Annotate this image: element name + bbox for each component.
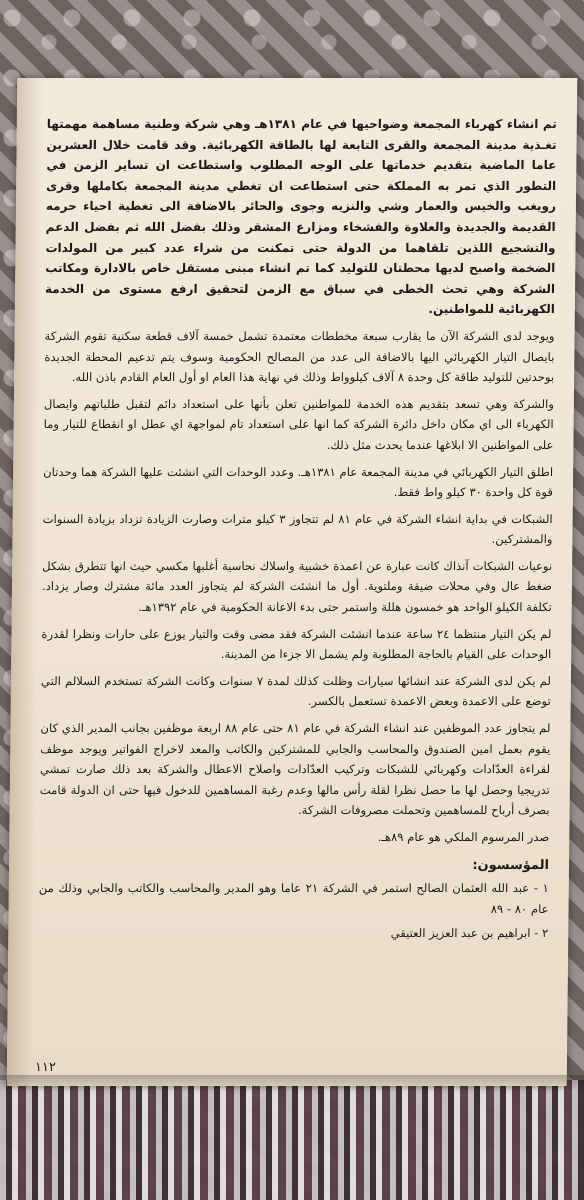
paragraph-intro: تم انشاء كهرباء المجمعة وضواحيها في عام ١٣٨١هـ وهي شركة وطنية مساهمة مهمتها تغـذية مدينة المجمعة والقرى التابعة لها بالطاقة الكهربائية. وقد قامت خلال العشرين عاما الماضية بتقديم خدماتها على الوجه المطلوب واستطاعت ان تساير الزمن في التطور الذي تمر به المملكة حتى استطاعت ان تغطي مدينة المجمعة بكاملها وقرى رويغب والخيس والعمار وشي والنزيه وجوى والحائر بالاضافة الى تغطية احياء حرمه القديمة والجديدة والعلاوة والفشخاء ومزارع المشقر وذلك بفضل الله ثم بفضل الدعم والتشجيع اللذين تلقاهما من الدولة حتى تمكنت من شراء عدد كبير من المولدات الضخمة واصبح لديها محطتان للتوليد كما تم انشاء مبنى مستقل خاص بالادارة ومكاتب الشركة وهي تحث الخطى في سباق مع الزمن لتحقيق ارفع مستوى من الخدمة الكهربائية للمواطنين.: [44, 117, 557, 317]
paragraph-decree: صدر المرسوم الملكي هو عام ٨٩هـ.: [377, 830, 550, 844]
founder-item: ٢ - ابراهيم بن عبد العزيز العتيقي: [390, 926, 549, 941]
paragraph-plans: ويوجد لدى الشركة الآن ما يقارب سبعة مخططات معتمدة تشمل خمسة آلاف قطعة سكنية تقوم الشركة بايصال التيار الكهربائي اليها بالاضافة الى عدد من المصالح الحكومية وسوف يتم تدعيم المحطة الجديدة بوحدتين للتوليد طاقة كل وحدة ٨ آلاف كيلوواط وذلك في نهاية هذا العام او أول العام القادم باذن الله.: [44, 328, 555, 385]
paragraph-staff: لم يتجاوز عدد الموظفين عند انشاء الشركة في عام ٨١ حتى عام ٨٨ اربعة موظفين بجانب المدير الذي كان يقوم بعمل امين الصندوق والمحاسب والجابي للمشتركين والكاتب والمعد لاخراج الفواتير ويوجد موظف لقراءة العدّادات وكهربائي للشبكات وتركيب العدّادات واصلاح الاعطال والشركة بعد ذلك صارت تمشي تدريجيا وحصل لها ما حصل نظرا لقلة رأس مالها وعدم رغبة المساهمين للدخول فيها حتى ان الدولة قامت بصرف أرباح للمساهمين وتحملت مصروفات الشركة.: [39, 721, 551, 818]
founder-item: ١ - عبد الله العثمان الصالح استمر في الشركة ٢١ عاما وهو المدير والمحاسب والكاتب والجابي وذلك من عام ٨٠ - ٨٩: [38, 881, 549, 916]
page-text: [38, 114, 557, 948]
rug-foreground: [0, 1080, 584, 1200]
paragraph-vehicles: لم يكن لدى الشركة عند انشائها سيارات وظلت كذلك لمدة ٧ سنوات وكانت الشركة تستخدم السلالم التي توضع على الاعمدة وبعض الاعمدة تستعمل بالكسر.: [40, 673, 552, 709]
book-page: [7, 78, 578, 1086]
paragraph-service: والشركة وهي تسعد بتقديم هذه الخدمة للمواطنين تعلن بأنها على استعداد دائم لتقبل طلباتهم وايصال الكهرباء الى اي مكان داخل دائرة الشركة كما انها على استعداد تام لمواجهة اي عطل او انقطاع للتيار وما على المواطنين الا ابلاغها عندما يحدث مثل ذلك.: [43, 396, 554, 452]
page-shadow: [0, 1075, 584, 1091]
paragraph-networks: الشبكات في بداية انشاء الشركة في عام ٨١ لم تتجاوز ٣ كيلو مترات وصارت الزيادة تزداد بزيادة السنوات والمشتركين.: [42, 511, 553, 547]
page-number: ١١٢: [34, 1060, 56, 1075]
paragraph-supply: لم يكن التيار منتظما ٢٤ ساعة عندما انشئت الشركة فقد مضى وقت والتيار يوزع على حارات ونظرا لقدرة الوحدات على القيام بالحاجة المطلوبة ولم يشمل الا جزءا من المدينة.: [41, 626, 552, 662]
paragraph-launch: اطلق التيار الكهربائي في مدينة المجمعة عام ١٣٨١هـ. وعدد الوحدات التي انشئت عليها الشركة هما وحدتان قوة كل واحدة ٣٠ كيلو واط فقط.: [43, 464, 554, 500]
paragraph-network-types: نوعيات الشبكات آنذاك كانت عبارة عن اعمدة خشبية واسلاك نحاسية أغلبها مكسي حيث انها تتطرق بشكل ضغط عال وفي محلات ضيقة وملتوية. أول ما انشئت الشركة لم يتجاوز العدد مائة مشترك وصار يزداد. تكلفة الكيلو الواحد هو خمسون هللة واستمر حتى بدء الاعانة الحكومية في عام ١٣٩٢هـ.: [41, 558, 553, 615]
founders-heading: المؤسسون:: [472, 857, 550, 873]
